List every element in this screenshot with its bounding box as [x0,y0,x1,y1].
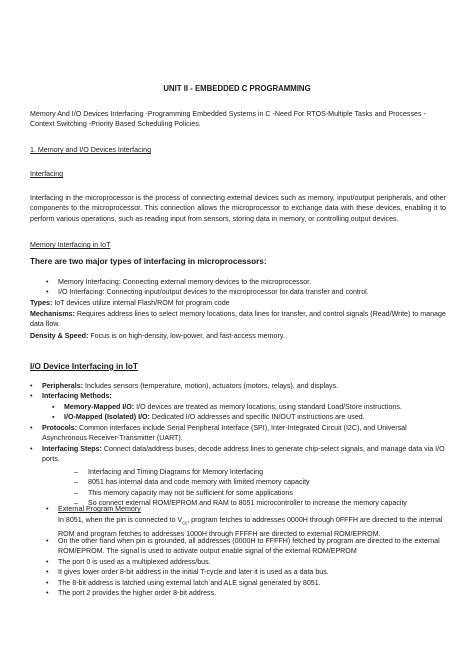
io-list [30,381,446,402]
io-iot-heading: I/O Device Interfacing in IoT [30,362,138,371]
density-line: Density & Speed: Focus is on high-density, low-power, and fast-access memory. [30,332,285,340]
bullet-icon: • [46,537,49,545]
io-list-continued [30,423,446,465]
list-item: • Peripherals: Includes sensors (temperature, motion), actuators (motors, relays), and displays. [30,382,339,390]
external-memory-bullets [46,536,446,598]
external-memory-list [46,504,446,514]
list-item: – This memory capacity may not be sufficient for some applications [74,488,293,497]
bullet-icon: • [46,288,49,297]
list-item: • The port 2 provides the higher order 8-bit address. [46,589,217,598]
list-item: • Interfacing Methods: [30,392,112,401]
list-item: ▪ I/O-Mapped (Isolated) I/O: Dedicated I/O addresses and specific IN/OUT instructions are used. [52,413,365,422]
mechanisms-line: Mechanisms: Requires address lines to select memory locations, data lines for transfer, and control signals (Read/Write) to manage data flow. [30,310,446,329]
list-item: • Memory Interfacing: Connecting external memory devices to the microprocessor. [46,278,312,286]
bullet-icon: • [46,589,49,598]
bullet-icon: • [46,557,49,566]
external-memory-heading: External Program Memory [58,505,141,513]
dash-icon: – [74,468,78,476]
list-item [46,504,446,514]
bullet-icon: • [30,382,33,390]
list-item: – Interfacing and Timing Diagrams for Memory Interfacing [74,468,264,476]
dash-icon: – [74,478,78,487]
list-item: – 8051 has internal data and code memory with limited memory capacity [74,478,310,487]
two-types-heading: There are two major types of interfacing in microprocessors: [30,257,267,266]
square-bullet-icon: ▪ [52,413,55,422]
bullet-icon: • [30,424,33,432]
list-item: • The 8-bit address is latched using external latch and ALE signal generated by 8051. [46,578,321,587]
square-bullet-icon: ▪ [52,403,55,411]
list-item: ▪ Memory-Mapped I/O: I/O devices are treated as memory locations, using standard Load/Store instructions. [52,403,402,411]
bullet-icon: • [30,392,33,401]
bullet-icon: • [46,278,49,286]
bullet-icon: • [46,505,49,513]
external-memory-paragraph: In 8051, when the pin is connected to $V_{cc}$, program fetches to addresses 0000H through 0FFFH are directed to the internal ROM and program fetches to addresses 1000H through FFFFH are directed to external ROM/EPROM. [58,516,443,538]
list-item: • Protocols: Common interfaces include Serial Peripheral Interface (SPI), Inter-Integrated Circuit (I2C), and Universal Asynchronous Receiver-Transmitter (UART). [30,424,407,443]
interfacing-heading: Interfacing [30,170,64,178]
types-list [46,277,446,298]
dash-list [74,467,446,509]
list-item: • On the other hand when pin is grounded, all addresses (0000H to FFFFH) fetched by program are directed to the external ROM/EPROM. The signal is used to activate output enable signal of the external ROM/EPROM [46,537,440,556]
list-item: • It gives lower order 8-bit address in the initial T-cycle and later it is used as a data bus. [46,568,329,577]
list-item: • The port 0 is used as a multiplexed address/bus. [46,557,211,566]
list-item: – So connect external ROM/EPROM and RAM to 8051 microcontroller to increase the memory capacity [74,499,407,508]
page-title: UNIT II - EMBEDDED C PROGRAMMING [163,84,311,93]
bullet-icon: • [46,578,49,587]
intro-paragraph: Memory And I/O Devices Interfacing -Programming Embedded Systems in C -Need For RTOS-Multiple Tasks and Processes -Context Switching -Priority Based Scheduling Policies. [30,110,426,129]
list-item: • Interfacing Steps: Connect data/address buses, decode address lines to generate chip-select signals, and manage data via I/O ports. [30,444,445,464]
types-line: Types: IoT devices utilize internal Flash/ROM for program code [30,299,230,307]
list-item: • I/O Interfacing: Connecting input/output devices to the microprocessor for data transfer and control. [46,288,369,297]
dash-icon: – [74,499,78,508]
dash-icon: – [74,488,78,497]
bullet-icon: • [46,568,49,577]
section-heading-memory-io: 1. Memory and I/O Devices Interfacing [30,146,152,154]
bullet-icon: • [30,444,33,453]
memory-iot-heading: Memory Interfacing in IoT [30,241,111,249]
methods-sublist [34,402,446,423]
interfacing-paragraph: Interfacing in the microprocessor is the process of connecting external devices such as memory, input/output peripherals, and other components to the microprocessor. This connection allows the microprocessor to exchange data with these devices, enabling it to perform various operations, such as reading input from sensors, storing data in memory, or controlling output devices. [30,194,446,223]
